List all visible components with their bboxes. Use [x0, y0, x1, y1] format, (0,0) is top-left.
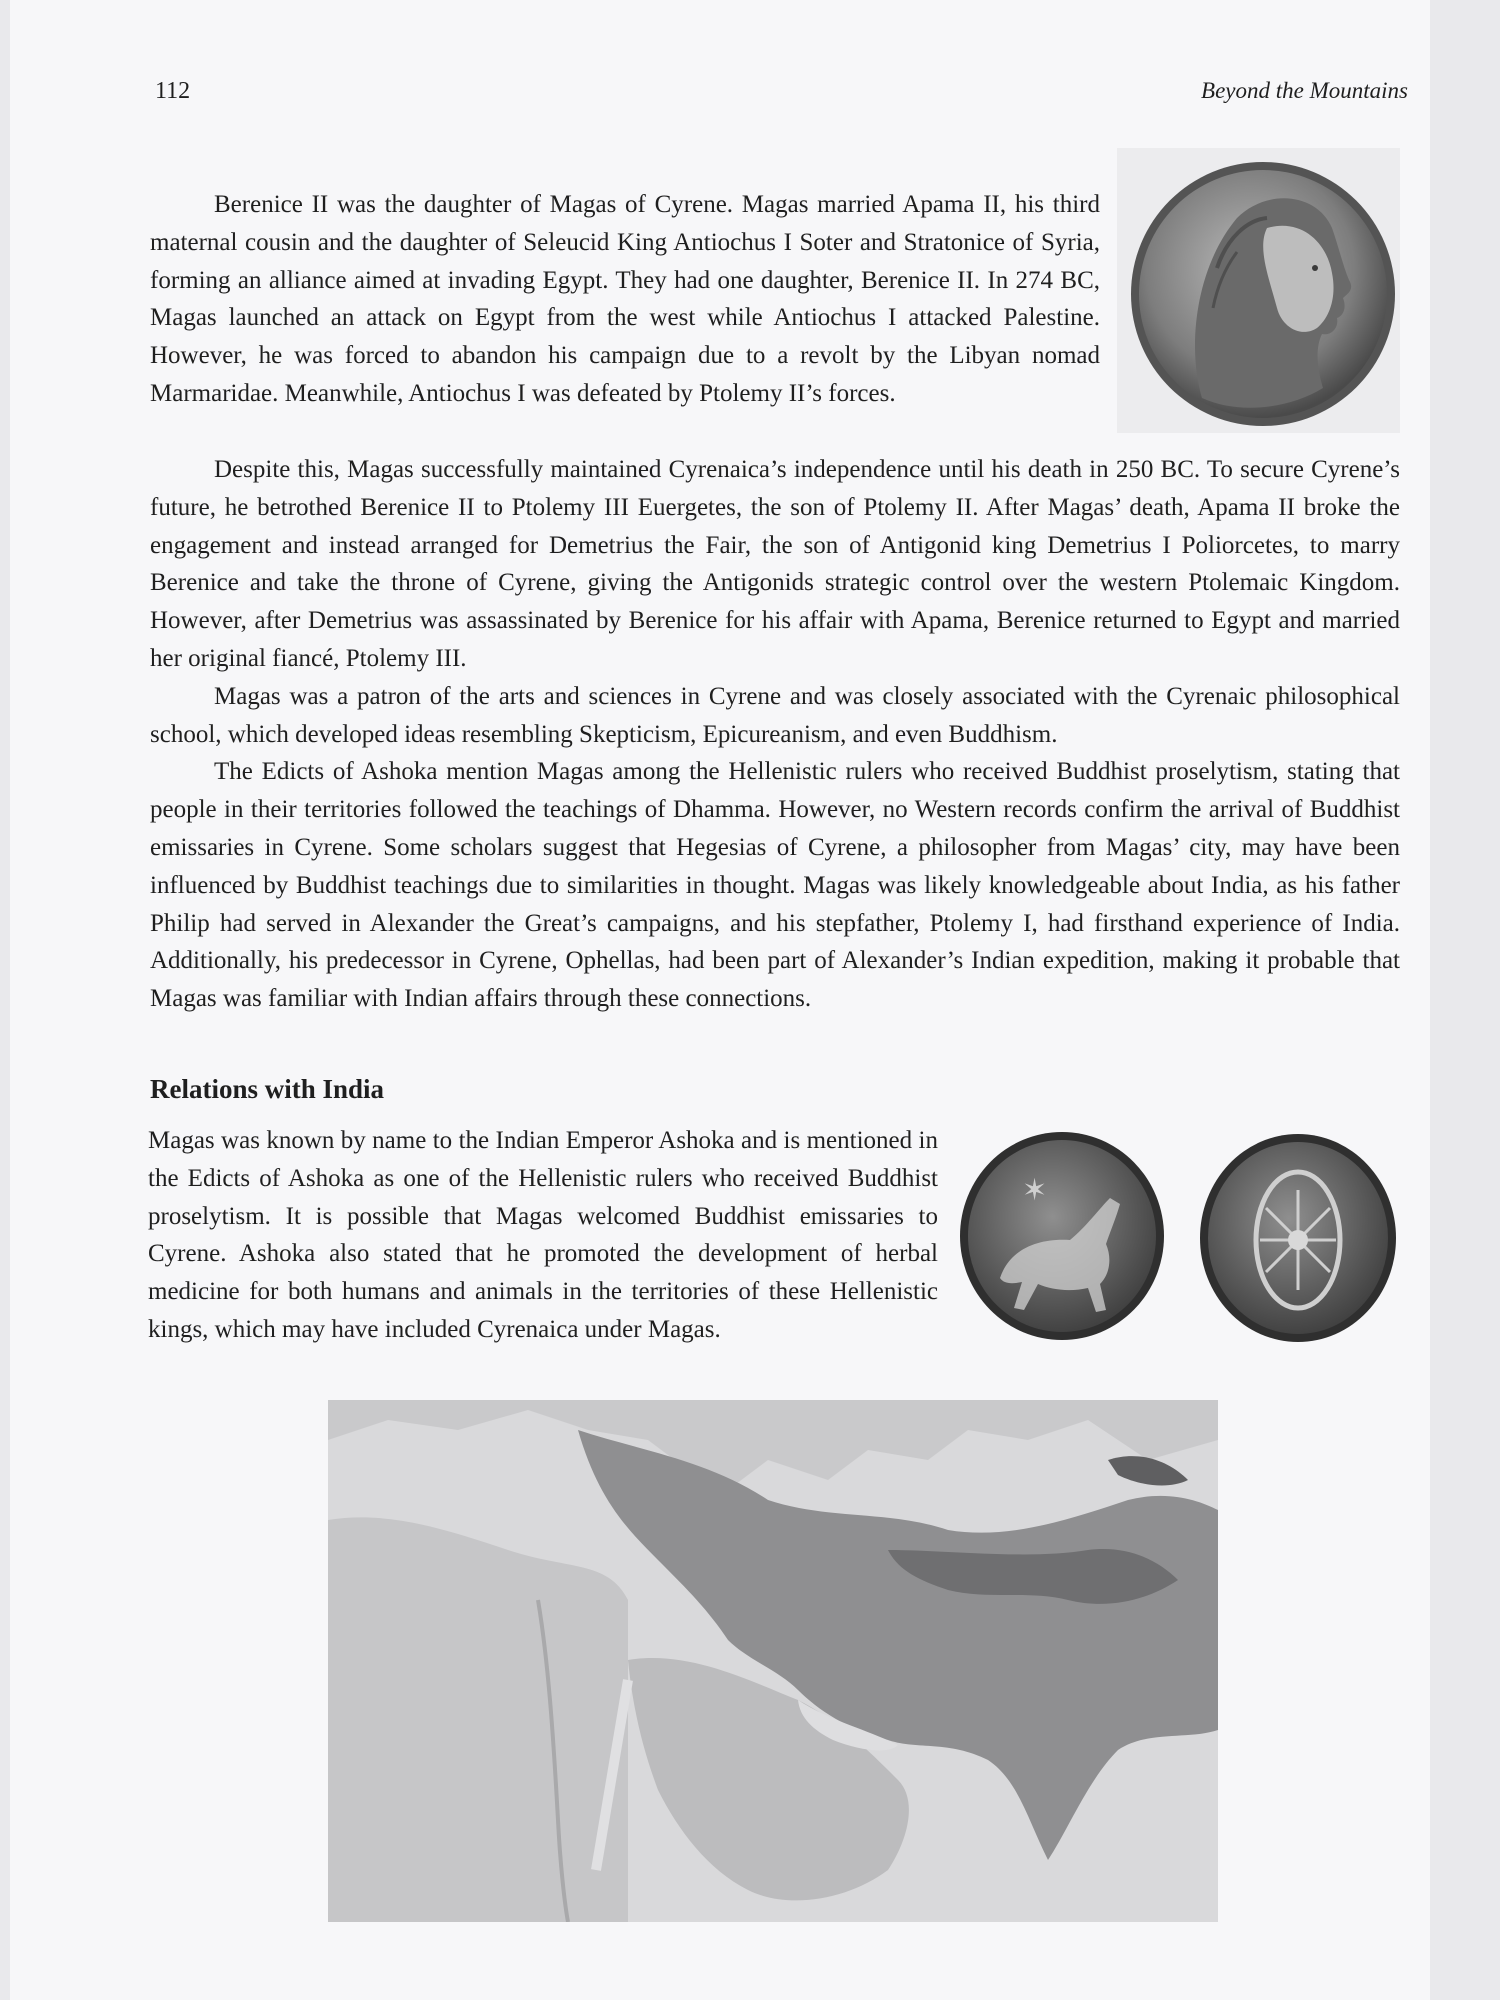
section-heading: Relations with India [150, 1074, 385, 1104]
svg-text:✶: ✶ [1022, 1173, 1048, 1208]
paragraph: The Edicts of Ashoka mention Magas among the Hellenistic rulers who received Buddhist proselytism, stating that people in their territories followed the teachings of Dhamma. However, no Western records confirm the arrival of Buddhist emissaries in Cyrene. Some scholars suggest that Hegesias of Cyrene, a philosopher from Magas’ city, may have been influenced by Buddhist teachings due to similarities in thought. Magas was likely knowledgeable about India, as his father Philip had served in Alexander the Great’s campaigns, and his stepfather, Ptolemy I, had firsthand experience of India. Additionally, his predecessor in Cyrene, Ophellas, had been part of Alexander’s Indian expedition, making it probable that Magas was familiar with Indian affairs through these connections. [150, 758, 1400, 1013]
book-page [10, 0, 1430, 2000]
running-header-title: Beyond the Mountains [1201, 78, 1408, 103]
paragraph: Magas was a patron of the arts and sciences in Cyrene and was closely associated with the Cyrenaic philosophical school, which developed ideas resembling Skepticism, Epicureanism, and even Buddhism. [150, 682, 1400, 748]
relations-paragraph: Magas was known by name to the Indian Emperor Ashoka and is mentioned in the Edicts of Ashoka as one of the Hellenistic rulers who received Buddhist proselytism. It is possible that Magas welcomed Buddhist emissaries to Cyrene. Ashoka also stated that he promoted the development of herbal medicine for both humans and animals in the territories of these Hellenistic kings, which may have included Cyrenaica under Magas. [148, 1127, 938, 1343]
body-text [150, 451, 1400, 1018]
paragraph: Despite this, Magas successfully maintained Cyrenaica’s independence until his death in 250 BC. To secure Cyrene’s future, he betrothed Berenice II to Ptolemy III Euergetes, the son of Ptolemy II. After Magas’ death, Apama II broke the engagement and instead arranged for Demetrius the Fair, the son of Antigonid king Demetrius I Poliorcetes, to marry Berenice and take the throne of Cyrene, giving the Antigonids strategic control over the western Ptolemaic Kingdom. However, after Demetrius was assassinated by Berenice for his affair with Apama, Berenice returned to Egypt and married her original fiancé, Ptolemy III. [150, 456, 1400, 672]
page-number: 112 [155, 78, 191, 104]
intro-paragraph: Berenice II was the daughter of Magas of Cyrene. Magas married Apama II, his third maternal cousin and the daughter of Seleucid King Antiochus I Soter and Stratonice of Syria, forming an alliance aimed at invading Egypt. They had one daughter, Berenice II. In 274 BC, Magas launched an attack on Egypt from the west while Antiochus I attacked Palestine. However, he was forced to abandon his campaign due to a revolt by the Libyan nomad Marmaridae. Meanwhile, Antiochus I was defeated by Ptolemy II’s forces. [150, 191, 1100, 407]
berenice-coin-image [1117, 148, 1400, 433]
magas-coins-image [960, 1128, 1400, 1350]
region-map-image [328, 1400, 1218, 1922]
